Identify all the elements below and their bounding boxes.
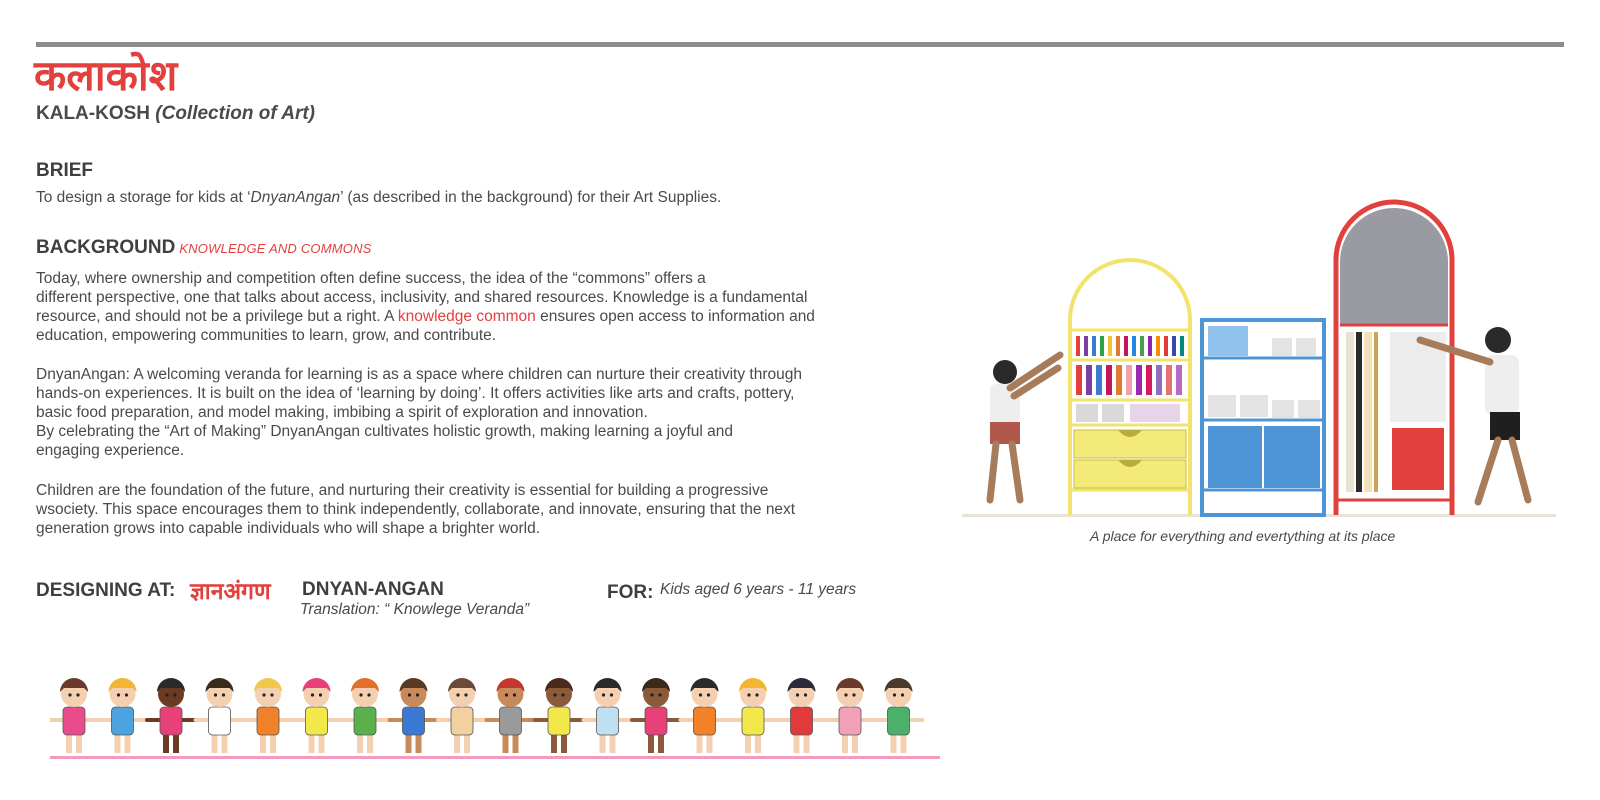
- brief-text-before: To design a storage for kids at ‘: [36, 189, 251, 206]
- background-paragraph-2: [36, 365, 936, 460]
- brief-heading: BRIEF: [36, 160, 93, 181]
- para2-line: hands-on experiences. It is built on the idea of ‘learning by doing’. It offers activities like arts and crafts, pottery,: [36, 385, 795, 402]
- child-figure: [535, 678, 583, 753]
- brief-text-after: ’ (as described in the background) for their Art Supplies.: [340, 189, 722, 206]
- page-subtitle: [36, 103, 315, 125]
- child-figure: [632, 678, 680, 753]
- para3-line: wsociety. This space encourages them to think independently, collaborate, and innovate, ensuring that the next: [36, 501, 796, 518]
- grid-panel: [1340, 208, 1448, 325]
- designing-at-label: DESIGNING AT:: [36, 580, 176, 601]
- designing-at-hindi: ज्ञानअंगण: [190, 579, 271, 605]
- para1-line: Today, where ownership and competition often define success, the idea of the “commons” offers a: [36, 270, 706, 287]
- child-figure: [778, 678, 826, 753]
- illustration-caption: A place for everything and evertything at its place: [1090, 528, 1396, 544]
- child-figure: [438, 678, 486, 753]
- child-figure: [293, 678, 341, 753]
- child-figure: [875, 678, 923, 753]
- title-latin: KALA-KOSH: [36, 103, 150, 124]
- para2-line: DnyanAngan: A welcoming veranda for learning is as a space where children can nurture their creativity through: [36, 366, 802, 383]
- child-figure: [826, 678, 874, 753]
- red-shelf-unit: [1336, 202, 1452, 515]
- child-left-figure: [990, 355, 1060, 500]
- para1-line3-before: resource, and should not be a privilege but a right. A: [36, 308, 398, 325]
- child-figure: [244, 678, 292, 753]
- page-title-hindi: कलाकोश: [34, 51, 178, 100]
- para1-line3-after: ensures open access to information and: [535, 308, 815, 325]
- child-figure: [390, 678, 438, 753]
- title-translation: (Collection of Art): [155, 103, 315, 124]
- blue-pegboard-left: [1208, 426, 1262, 488]
- para3-line: Children are the foundation of the future, and nurturing their creativity is essential for building a progressive: [36, 482, 769, 499]
- yellow-shelf-unit: [1070, 260, 1190, 515]
- marker-row-top: [1076, 336, 1184, 356]
- for-value: Kids aged 6 years - 11 years: [660, 581, 857, 598]
- child-figure: [729, 678, 777, 753]
- child-figure: [196, 678, 244, 753]
- child-figure: [681, 678, 729, 753]
- background-heading-label: BACKGROUND: [36, 237, 176, 258]
- para3-line: generation grows into capable individuals who will shape a brighter world.: [36, 520, 541, 537]
- child-figure: [50, 678, 98, 753]
- para1-line: [36, 307, 936, 326]
- storage-illustration: [950, 190, 1570, 520]
- para2-line: basic food preparation, and model making, imbibing a spirit of exploration and innovation.: [36, 404, 648, 421]
- blue-shelf-unit: [1202, 320, 1324, 515]
- designing-at-place: DNYAN-ANGAN: [302, 579, 444, 600]
- brief-text: [36, 188, 936, 207]
- child-figure: [487, 678, 535, 753]
- para1-line: education, empowering communities to learn, grow, and contribute.: [36, 327, 497, 344]
- designing-at-translation: Translation: “ Knowlege Veranda”: [300, 601, 530, 618]
- para1-line: different perspective, one that talks about access, inclusivity, and shared resources. Knowledge is a fundamental: [36, 289, 808, 306]
- top-divider: [36, 42, 1564, 47]
- for-label: FOR:: [607, 582, 654, 603]
- paint-tubes-row: [1076, 365, 1182, 395]
- red-pegboard: [1392, 428, 1444, 490]
- child-figure: [99, 678, 147, 753]
- child-figure: [341, 678, 389, 753]
- child-figure: [584, 678, 632, 753]
- background-heading: [36, 237, 372, 259]
- brief-text-italic: DnyanAngan: [250, 189, 341, 206]
- para2-line: By celebrating the “Art of Making” DnyanAngan cultivates holistic growth, making learning a joyful and: [36, 423, 734, 440]
- para2-line: engaging experience.: [36, 442, 185, 459]
- background-paragraph-1: [36, 269, 936, 345]
- background-paragraph-3: [36, 481, 936, 538]
- knowledge-common-highlight: knowledge common: [397, 308, 536, 325]
- child-figure: [147, 678, 195, 753]
- children-row-illustration: [50, 676, 940, 762]
- background-tag: KNOWLEDGE AND COMMONS: [179, 241, 372, 256]
- blue-pegboard-right: [1264, 426, 1320, 488]
